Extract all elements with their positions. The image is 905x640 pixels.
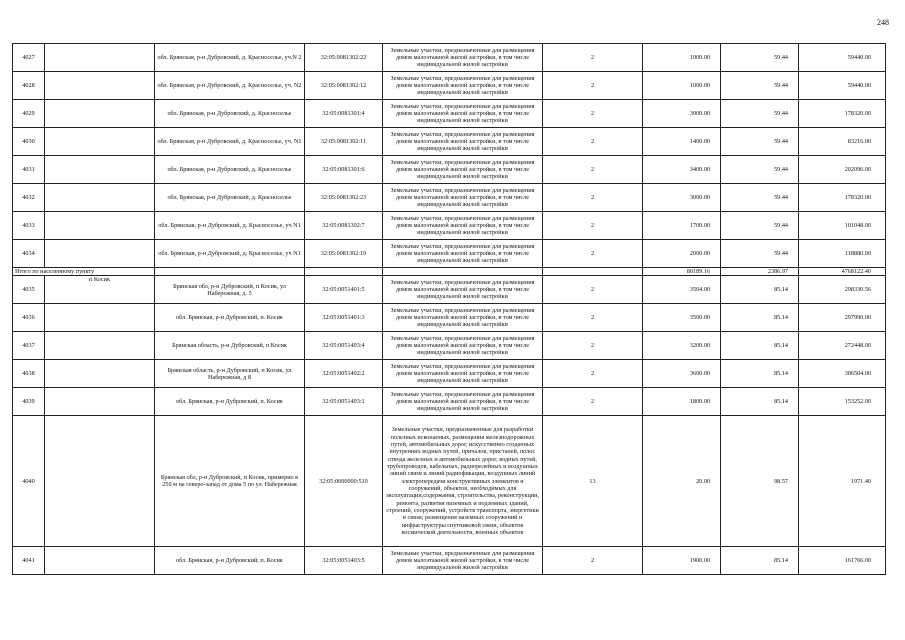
cadastral-cost-cell: 59440.00 — [799, 44, 886, 72]
settlement-cell — [45, 184, 155, 212]
rate-cell: 85.14 — [721, 332, 799, 360]
table-row — [13, 304, 886, 332]
use-code-cell: 2 — [543, 156, 643, 184]
cadastral-number-cell: 32:05:0051403:1 — [305, 388, 383, 416]
address-cell: обл. Брянская, р-н Дубровский, д. Красноселье, уч N1 — [155, 212, 305, 240]
use-code-cell: 2 — [543, 547, 643, 575]
row-number-cell: 4040 — [13, 416, 45, 547]
land-use-cell: Земельные участки, предназначенные для размещения домов малоэтажной жилой застройки, в том числе индивидуальной жилой застройки — [383, 212, 543, 240]
table-row — [13, 360, 886, 388]
area-cell: 20.00 — [643, 416, 721, 547]
address-cell: обл. Брянская, р-н Дубровский, п. Косик — [155, 304, 305, 332]
rate-cell: 98.57 — [721, 416, 799, 547]
address-cell: обл. Брянская, р-н Дубровский, д. Красноселье — [155, 156, 305, 184]
table-row — [13, 547, 886, 575]
settlement-cell — [45, 360, 155, 388]
area-cell: 1700.00 — [643, 212, 721, 240]
land-use-cell: Земельные участки, предназначенные для размещения домов малоэтажной жилой застройки, в том числе индивидуальной жилой застройки — [383, 184, 543, 212]
row-number-cell: 4039 — [13, 388, 45, 416]
cadastral-cost-cell: 178320.00 — [799, 184, 886, 212]
rate-cell: 59.44 — [721, 212, 799, 240]
use-code-cell: 2 — [543, 304, 643, 332]
use-code-cell: 2 — [543, 212, 643, 240]
table-row — [13, 332, 886, 360]
row-number-cell: 4027 — [13, 44, 45, 72]
cadastral-number-cell: 32:05:0081301:4 — [305, 100, 383, 128]
address-cell: обл. Брянская, р-н Дубровский, д. Красноселье, уч N1 — [155, 240, 305, 268]
area-cell: 3000.00 — [643, 184, 721, 212]
cadastral-cost-cell: 178320.00 — [799, 100, 886, 128]
use-code-cell: 2 — [543, 240, 643, 268]
settlement-total-area: 80189.16 — [643, 268, 721, 276]
land-use-cell: Земельные участки, предназначенные для размещения домов малоэтажной жилой застройки, в том числе индивидуальной жилой застройки — [383, 388, 543, 416]
cadastral-number-cell: 32:05:0081302:7 — [305, 212, 383, 240]
address-cell: обл. Брянская, р-н Дубровский, д. Красноселье, уч. N2 — [155, 72, 305, 100]
table-row — [13, 240, 886, 268]
cadastral-cost-cell: 153252.00 — [799, 388, 886, 416]
cadastral-cost-cell: 272448.00 — [799, 332, 886, 360]
use-code-cell: 2 — [543, 184, 643, 212]
table-row — [13, 184, 886, 212]
land-use-cell: Земельные участки, предназначенные для размещения домов малоэтажной жилой застройки, в том числе индивидуальной жилой застройки — [383, 44, 543, 72]
address-cell: обл. Брянская, р-н Дубровский, д. Красноселье — [155, 100, 305, 128]
cadastral-number-cell: 32:05:0081302:12 — [305, 72, 383, 100]
use-code-cell: 13 — [543, 416, 643, 547]
area-cell: 1800.00 — [643, 388, 721, 416]
settlement-cell — [45, 332, 155, 360]
cadastral-cost-cell: 1971.40 — [799, 416, 886, 547]
settlement-total-label: Итого по населенному пункту — [13, 268, 155, 276]
rate-cell: 59.44 — [721, 100, 799, 128]
row-number-cell: 4037 — [13, 332, 45, 360]
address-cell: обл. Брянская, р-н Дубровский, д. Красноселье, уч.N 2 — [155, 44, 305, 72]
use-code-cell: 2 — [543, 276, 643, 304]
rate-cell: 85.14 — [721, 547, 799, 575]
row-number-cell: 4041 — [13, 547, 45, 575]
land-registry-table — [12, 43, 886, 575]
area-cell: 1400.00 — [643, 128, 721, 156]
row-number-cell: 4029 — [13, 100, 45, 128]
land-use-cell: Земельные участки, предназначенные для размещения домов малоэтажной жилой застройки, в том числе индивидуальной жилой застройки — [383, 156, 543, 184]
cadastral-number-cell: 32:05:0081302:11 — [305, 128, 383, 156]
cadastral-cost-cell: 59440.00 — [799, 72, 886, 100]
land-use-cell: Земельные участки, предназначенные для размещения домов малоэтажной жилой застройки, в том числе индивидуальной жилой застройки — [383, 547, 543, 575]
land-use-cell: Земельные участки, предназначенные для размещения домов малоэтажной жилой застройки, в том числе индивидуальной жилой застройки — [383, 128, 543, 156]
cadastral-number-cell: 32:05:0081302:22 — [305, 44, 383, 72]
area-cell: 1900.00 — [643, 547, 721, 575]
rate-cell: 85.14 — [721, 388, 799, 416]
use-code-cell: 2 — [543, 44, 643, 72]
use-code-cell: 2 — [543, 388, 643, 416]
cadastral-cost-cell: 161766.00 — [799, 547, 886, 575]
area-cell: 3400.00 — [643, 156, 721, 184]
land-use-cell: Земельные участки, предназначенные для размещения домов малоэтажной жилой застройки, в том числе индивидуальной жилой застройки — [383, 276, 543, 304]
land-use-cell: Земельные участки, предназначенные для размещения домов малоэтажной жилой застройки, в том числе индивидуальной жилой застройки — [383, 240, 543, 268]
settlement-cell — [45, 416, 155, 547]
settlement-cell: п Косик — [45, 276, 155, 304]
table-row — [13, 388, 886, 416]
settlement-cell — [45, 304, 155, 332]
settlement-cell — [45, 44, 155, 72]
address-cell: Брянская обл, р-н Дубровский, п Косик, ул Набережная, д. 5 — [155, 276, 305, 304]
cadastral-number-cell: 32:05:0051402:2 — [305, 360, 383, 388]
land-use-cell: Земельные участки, предназначенные для размещения домов малоэтажной жилой застройки, в том числе индивидуальной жилой застройки — [383, 304, 543, 332]
rate-cell: 59.44 — [721, 72, 799, 100]
address-cell: обл. Брянская, р-н Дубровский, п. Косик — [155, 388, 305, 416]
cadastral-number-cell: 32:05:0081301:6 — [305, 156, 383, 184]
cadastral-number-cell: 32:05:0000000:510 — [305, 416, 383, 547]
cadastral-cost-cell: 202096.00 — [799, 156, 886, 184]
land-use-cell: Земельные участки, предназначенные для разработки полезных ископаемых, размещения железнодорожных путей, автомобильных дорог, искусственно созданных внутренних водных путей, причалов, пристаней, полос отвода железных и автомобильных дорог, водных путей, трубопроводов, кабельных, радиорелейных и воздушных линий связи и линий радиофикации, воздушных линий электропередачи конструктивных элементов и сооружений, объектов, необходимых для эксплуатации,содержания, строительства, реконструкции, ремонта, развития наземных и подземных зданий, строений, сооружений, устройств транспорта, энергетики и связи; размещения наземных сооружений и инфраструктуры спутниковой связи, объектов космической деятельности, военных объектов — [383, 416, 543, 547]
address-cell: обл. Брянская, р-н Дубровский, п. Косик — [155, 547, 305, 575]
area-cell: 1000.00 — [643, 72, 721, 100]
use-code-cell: 2 — [543, 360, 643, 388]
table-row — [13, 72, 886, 100]
rate-cell: 85.14 — [721, 304, 799, 332]
land-use-cell: Земельные участки, предназначенные для размещения домов малоэтажной жилой застройки, в том числе индивидуальной жилой застройки — [383, 72, 543, 100]
table-row — [13, 276, 886, 304]
cadastral-number-cell: 32:05:0051403:5 — [305, 547, 383, 575]
settlement-total-cost: 4768122.40 — [799, 268, 886, 276]
table-row — [13, 100, 886, 128]
rate-cell: 59.44 — [721, 128, 799, 156]
row-number-cell: 4030 — [13, 128, 45, 156]
row-number-cell: 4034 — [13, 240, 45, 268]
table-row — [13, 44, 886, 72]
area-cell: 3000.00 — [643, 100, 721, 128]
land-use-cell: Земельные участки, предназначенные для размещения домов малоэтажной жилой застройки, в том числе индивидуальной жилой застройки — [383, 332, 543, 360]
settlement-total-rate: 2386.97 — [721, 268, 799, 276]
cadastral-cost-cell: 298330.56 — [799, 276, 886, 304]
settlement-total-row — [13, 268, 886, 276]
cadastral-cost-cell: 83216.00 — [799, 128, 886, 156]
address-cell: обл. Брянская, р-н Дубровский, д. Красноселье, уч. N1 — [155, 128, 305, 156]
address-cell: Брянская область, р-н Дубровский, п Косик — [155, 332, 305, 360]
area-cell: 3504.00 — [643, 276, 721, 304]
cadastral-cost-cell: 101048.00 — [799, 212, 886, 240]
row-number-cell: 4032 — [13, 184, 45, 212]
cadastral-cost-cell: 297990.00 — [799, 304, 886, 332]
cadastral-number-cell: 32:05:0081302:19 — [305, 240, 383, 268]
row-number-cell: 4028 — [13, 72, 45, 100]
use-code-cell: 2 — [543, 72, 643, 100]
use-code-cell: 2 — [543, 128, 643, 156]
address-cell: обл. Брянская, р-н Дубровский, д. Красноселье — [155, 184, 305, 212]
settlement-cell — [45, 388, 155, 416]
address-cell: Брянская область, р-н Дубровский, п Косик, ул Набережная, д 8 — [155, 360, 305, 388]
settlement-cell — [45, 100, 155, 128]
table-row — [13, 212, 886, 240]
address-cell: Брянская обл, р-н Дубровский, п Косик, примерно в 250 м на северо-запад от дома 5 по ул. Набережная — [155, 416, 305, 547]
land-use-cell: Земельные участки, предназначенные для размещения домов малоэтажной жилой застройки, в том числе индивидуальной жилой застройки — [383, 360, 543, 388]
area-cell: 3200.00 — [643, 332, 721, 360]
cadastral-number-cell: 32:05:0051403:4 — [305, 332, 383, 360]
table-row — [13, 416, 886, 547]
use-code-cell: 2 — [543, 332, 643, 360]
rate-cell: 59.44 — [721, 184, 799, 212]
cadastral-number-cell: 32:05:0081302:23 — [305, 184, 383, 212]
row-number-cell: 4036 — [13, 304, 45, 332]
land-use-cell: Земельные участки, предназначенные для размещения домов малоэтажной жилой застройки, в том числе индивидуальной жилой застройки — [383, 100, 543, 128]
cadastral-number-cell: 32:05:0051401:3 — [305, 304, 383, 332]
settlement-cell — [45, 240, 155, 268]
area-cell: 3500.00 — [643, 304, 721, 332]
rate-cell: 59.44 — [721, 156, 799, 184]
settlement-cell — [45, 128, 155, 156]
cadastral-cost-cell: 306504.00 — [799, 360, 886, 388]
settlement-cell — [45, 547, 155, 575]
use-code-cell: 2 — [543, 100, 643, 128]
row-number-cell: 4031 — [13, 156, 45, 184]
page-number: 248 — [877, 18, 889, 27]
rate-cell: 59.44 — [721, 240, 799, 268]
table-row — [13, 156, 886, 184]
table-row — [13, 128, 886, 156]
rate-cell: 85.14 — [721, 276, 799, 304]
cadastral-number-cell: 32:05:0051401:5 — [305, 276, 383, 304]
rate-cell: 59.44 — [721, 44, 799, 72]
area-cell: 2000.00 — [643, 240, 721, 268]
cadastral-cost-cell: 118880.00 — [799, 240, 886, 268]
row-number-cell: 4038 — [13, 360, 45, 388]
settlement-cell — [45, 212, 155, 240]
row-number-cell: 4035 — [13, 276, 45, 304]
rate-cell: 85.14 — [721, 360, 799, 388]
area-cell: 3600.00 — [643, 360, 721, 388]
row-number-cell: 4033 — [13, 212, 45, 240]
settlement-cell — [45, 72, 155, 100]
settlement-cell — [45, 156, 155, 184]
area-cell: 1000.00 — [643, 44, 721, 72]
